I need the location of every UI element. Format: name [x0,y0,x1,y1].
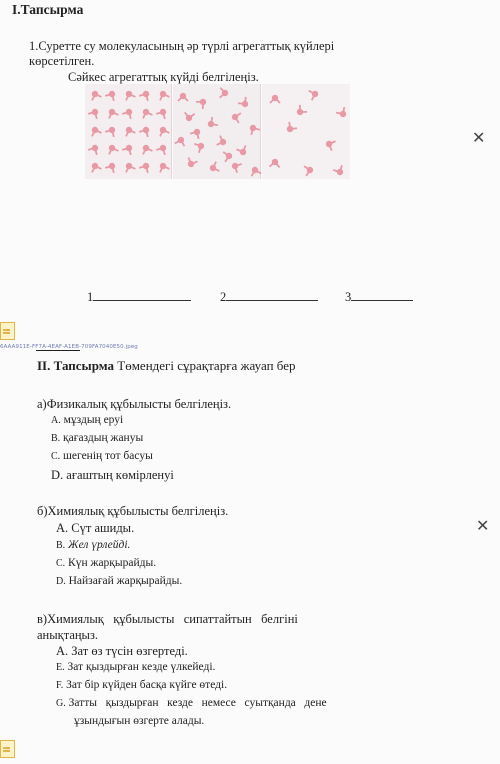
option-c-3[interactable] [56,679,227,691]
task1-instruction: Сәйкес агрегаттық күйді белгілеңіз. [68,70,259,84]
option-text: қағаздың жануы [63,432,144,444]
water-molecule [333,165,346,177]
water-molecule [140,143,152,154]
molecule-image [85,84,350,179]
blank-1-line [93,291,191,301]
question-c-prompt-line1: в)Химиялық құбылысты сипаттайтын белгіні [37,612,298,626]
water-molecule [123,161,135,172]
water-molecule [106,143,118,154]
option-letter: C. [56,558,66,569]
water-molecule [88,143,101,155]
blank-2-line [226,291,318,301]
attachment-filename[interactable]: 6AAA911E-FF7A-4EAF-A1EB-709FA7040E50.jpeg [0,344,138,350]
divider [36,350,80,351]
option-text: Жел үрлейді. [68,539,131,551]
water-molecule [122,107,135,119]
option-text: Күн жарқырайды. [68,557,157,569]
blank-2-number: 2 [220,290,227,304]
water-molecule [208,162,219,174]
blank-3[interactable] [345,289,413,305]
question-b-prompt: б)Химиялық құбылысты белгілеңіз. [37,504,229,518]
option-text: шегенің тот басуы [63,450,153,462]
water-molecule [157,161,169,172]
water-molecule [122,143,135,155]
option-letter: A. [56,521,69,535]
option-c-4[interactable] [56,697,327,709]
option-text: Зат қыздырған кезде үлкейеді. [67,661,216,673]
task2-heading-bold: II. Тапсырма [37,358,115,373]
option-letter: A. [51,415,61,426]
file-icon[interactable] [0,740,15,758]
water-molecule [190,127,203,139]
option-b-3[interactable] [56,557,156,569]
option-c-2[interactable] [56,661,215,673]
water-molecule [196,96,209,109]
water-molecule [220,88,229,99]
water-molecule [105,89,118,101]
water-molecule [157,89,169,100]
task1-question-line1: 1.Суретте су молекуласының әр түрлі агрегаттық күйлері [29,39,335,53]
water-molecule [304,164,314,175]
water-molecule [206,117,218,130]
question-c-prompt-line2: анықтаңыз. [37,628,99,642]
option-text: Найзағай жарқырайды. [68,575,183,587]
water-molecule [89,89,101,100]
water-molecule [217,136,228,148]
water-molecule [231,111,241,122]
water-molecule [88,107,101,119]
option-text: Затты қыздырған кезде немесе суытқанда дене [68,697,327,709]
water-molecule [294,105,307,118]
option-text: ағаштың көмірленуі [66,468,174,482]
water-molecule [140,107,152,118]
water-molecule [139,125,152,137]
water-molecule [105,161,118,173]
water-molecule [106,107,118,118]
option-letter: B. [51,433,61,444]
water-molecule [156,143,169,155]
water-molecule [185,157,197,169]
water-molecule [309,88,320,100]
water-molecule [284,122,297,135]
task2-heading-rest: Төмендегі сұрақтарға жауап бер [117,358,296,373]
option-a-2[interactable] [51,432,143,444]
water-molecule [184,112,195,122]
blank-1[interactable] [87,289,191,305]
option-letter: D. [51,468,64,482]
option-letter: F. [56,680,64,691]
water-molecule [270,95,280,103]
water-molecule [236,145,248,156]
water-molecule [238,97,251,110]
water-molecule [324,138,335,150]
task1-heading: I.Тапсырма [12,2,84,17]
task2-heading [37,358,296,374]
water-molecule [139,89,152,101]
water-molecule [230,160,242,173]
option-text: мұздың еруі [63,414,124,426]
water-molecule [270,158,281,167]
close-icon[interactable]: ✕ [476,516,490,535]
water-molecule [105,125,118,137]
option-b-1[interactable] [56,520,134,536]
water-molecule [336,107,349,119]
blank-3-number: 3 [345,290,352,304]
file-icon[interactable] [0,322,15,340]
task1-question-line2: көрсетілген. [29,54,95,68]
water-molecule [89,125,101,136]
option-c-1[interactable] [56,643,188,659]
option-letter: D. [56,576,66,587]
water-molecule [194,140,206,153]
option-b-2[interactable] [56,539,130,551]
blank-3-line [351,291,413,301]
water-molecules [85,84,350,179]
option-a-3[interactable] [51,450,153,462]
option-b-4[interactable] [56,575,182,587]
option-text: Сүт ашиды. [71,521,135,535]
water-molecule [123,89,135,100]
option-a-4[interactable] [51,467,174,483]
option-a-1[interactable] [51,414,123,426]
option-letter: B. [56,540,66,551]
water-molecule [123,125,135,136]
water-molecule [89,161,101,172]
water-molecule [178,93,188,101]
option-letter: C. [51,451,61,462]
water-molecule [247,123,260,135]
option-c-4-continued: ұзындығын өзгерте алады. [74,715,205,727]
option-letter: G. [56,698,66,709]
option-letter: E. [56,662,65,673]
close-icon[interactable]: ✕ [472,128,486,147]
question-a-prompt: а)Физикалық құбылысты белгілеңіз. [37,397,232,411]
water-molecule [156,107,169,119]
water-molecule [249,166,261,177]
water-molecule [223,150,233,161]
blank-2[interactable] [220,289,318,305]
water-molecule [175,136,187,147]
option-letter: A. [56,644,69,658]
option-text: Зат өз түсін өзгертеді. [71,644,188,658]
water-molecule [139,161,152,173]
option-text: Зат бір күйден басқа күйге өтеді. [66,679,228,691]
water-molecule [157,125,169,136]
blank-1-number: 1 [87,290,94,304]
